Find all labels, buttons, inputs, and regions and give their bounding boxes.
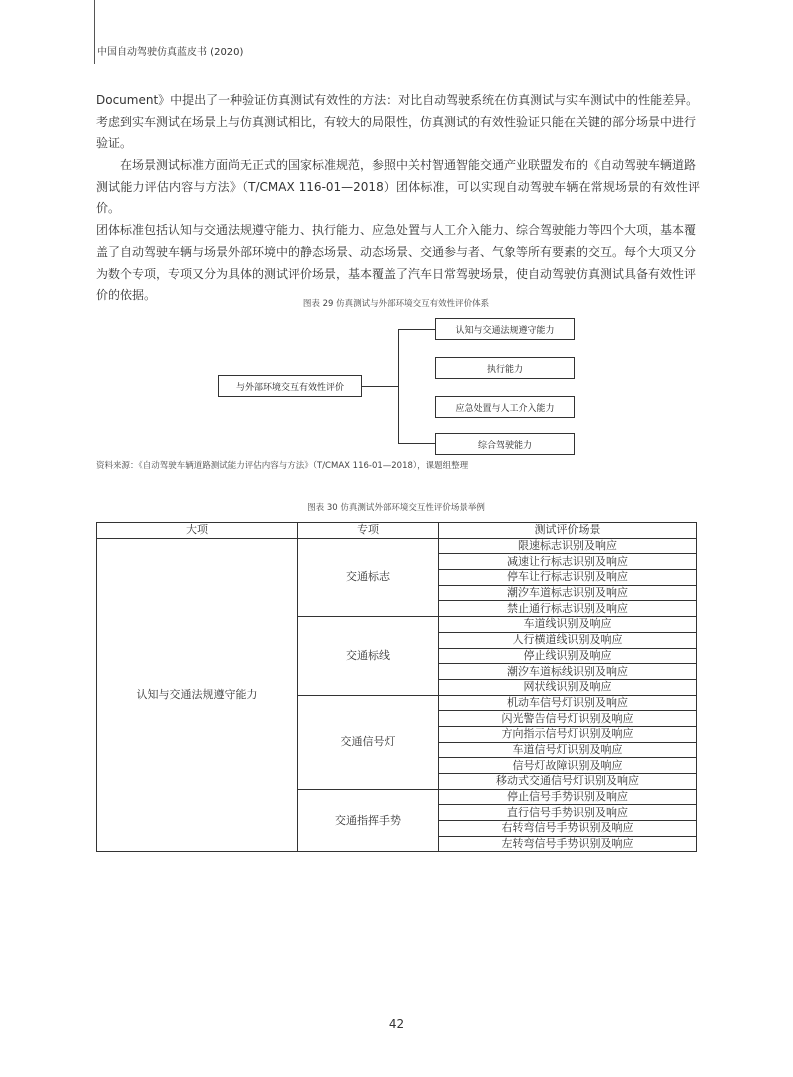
subcategory-cell: 交通信号灯 <box>298 695 439 789</box>
scenario-cell: 人行横道线识别及响应 <box>439 632 697 648</box>
diagram-child-box: 应急处置与人工介入能力 <box>435 396 575 418</box>
scenario-cell: 车道线识别及响应 <box>439 617 697 633</box>
connector-line <box>398 329 399 444</box>
connector-line <box>398 443 435 444</box>
column-header: 测试评价场景 <box>439 523 697 539</box>
scenario-cell: 停车让行标志识别及响应 <box>439 570 697 586</box>
paragraph-1 <box>96 90 700 155</box>
paragraph-line: 在场景测试标准方面尚无正式的国家标准规范，参照中关村智通智能交通产业联盟发布的《自动驾驶车辆道路 <box>120 158 697 172</box>
paragraph-line: 测试能力评估内容与方法》（T/CMAX 116-01—2018）团体标准，可以实现自动驾驶车辆在常规场景的有效性评价。 <box>96 179 700 216</box>
scenario-table <box>96 522 697 852</box>
scenario-cell: 机动车信号灯识别及响应 <box>439 695 697 711</box>
scenario-cell: 方向指示信号灯识别及响应 <box>439 726 697 742</box>
column-header: 专项 <box>298 523 439 539</box>
page-number: 42 <box>388 1017 405 1031</box>
scenario-cell: 闪光警告信号灯识别及响应 <box>439 711 697 727</box>
scenario-cell: 网状线识别及响应 <box>439 679 697 695</box>
subcategory-cell: 交通标志 <box>298 538 439 616</box>
paragraph-line: 考虑到实车测试在场景上与仿真测试相比，有较大的局限性，仿真测试的有效性验证只能在关键的部分场景中进行 <box>96 114 697 129</box>
table-header-row <box>97 523 697 539</box>
scenario-cell: 限速标志识别及响应 <box>439 538 697 554</box>
figure-29-caption: 图表 29 仿真测试与外部环境交互有效性评价体系 <box>302 299 490 309</box>
connector-line <box>362 386 399 387</box>
figure-29-source: 资料来源：《自动驾驶车辆道路测试能力评估内容与方法》（T/CMAX 116-01—2018），课题组整理 <box>96 461 469 471</box>
subcategory-cell: 交通标线 <box>298 617 439 695</box>
subcategory-cell: 交通指挥手势 <box>298 789 439 852</box>
scenario-cell: 停止信号手势识别及响应 <box>439 789 697 805</box>
figure-30-caption: 图表 30 仿真测试外部环境交互性评价场景举例 <box>307 503 485 513</box>
scenario-cell: 直行信号手势识别及响应 <box>439 805 697 821</box>
scenario-cell: 潮汐车道标志识别及响应 <box>439 585 697 601</box>
diagram-root-box: 与外部环境交互有效性评价 <box>218 375 362 397</box>
connector-line <box>398 329 435 330</box>
paragraph-line: 盖了自动驾驶车辆与场景外部环境中的静态场景、动态场景、交通参与者、气象等所有要素的交互。每个大项又分 <box>96 244 697 259</box>
scenario-cell: 右转弯信号手势识别及响应 <box>439 821 697 837</box>
scenario-cell: 车道信号灯识别及响应 <box>439 742 697 758</box>
header-divider <box>94 0 95 64</box>
diagram-child-box: 执行能力 <box>435 357 575 379</box>
scenario-cell: 潮汐车道标线识别及响应 <box>439 664 697 680</box>
scenario-cell: 禁止通行标志识别及响应 <box>439 601 697 617</box>
paragraph-line: 为数个专项，专项又分为具体的测试评价场景，基本覆盖了汽车日常驾驶场景，使自动驾驶仿真测试具备有效性评 <box>96 266 697 281</box>
paragraph-line: Document》中提出了一种验证仿真测试有效性的方法：对比自动驾驶系统在仿真测试与实车测试中的性能差异。 <box>96 93 699 107</box>
diagram-child-box: 综合驾驶能力 <box>435 433 575 455</box>
scenario-cell: 减速让行标志识别及响应 <box>439 554 697 570</box>
paragraph-line: 团体标准包括认知与交通法规遵守能力、执行能力、应急处置与人工介入能力、综合驾驶能力等四个大项，基本覆 <box>96 223 697 238</box>
paragraph-2 <box>96 155 700 307</box>
paragraph-line: 价的依据。 <box>96 288 157 303</box>
running-header: 中国自动驾驶仿真蓝皮书 (2020) <box>97 47 244 58</box>
table-row <box>97 538 697 554</box>
diagram-child-box: 认知与交通法规遵守能力 <box>435 318 575 340</box>
scenario-cell: 停止线识别及响应 <box>439 648 697 664</box>
column-header: 大项 <box>97 523 298 539</box>
scenario-cell: 信号灯故障识别及响应 <box>439 758 697 774</box>
scenario-cell: 左转弯信号手势识别及响应 <box>439 836 697 852</box>
scenario-cell: 移动式交通信号灯识别及响应 <box>439 774 697 790</box>
category-cell: 认知与交通法规遵守能力 <box>97 538 298 852</box>
paragraph-line: 验证。 <box>96 136 133 151</box>
